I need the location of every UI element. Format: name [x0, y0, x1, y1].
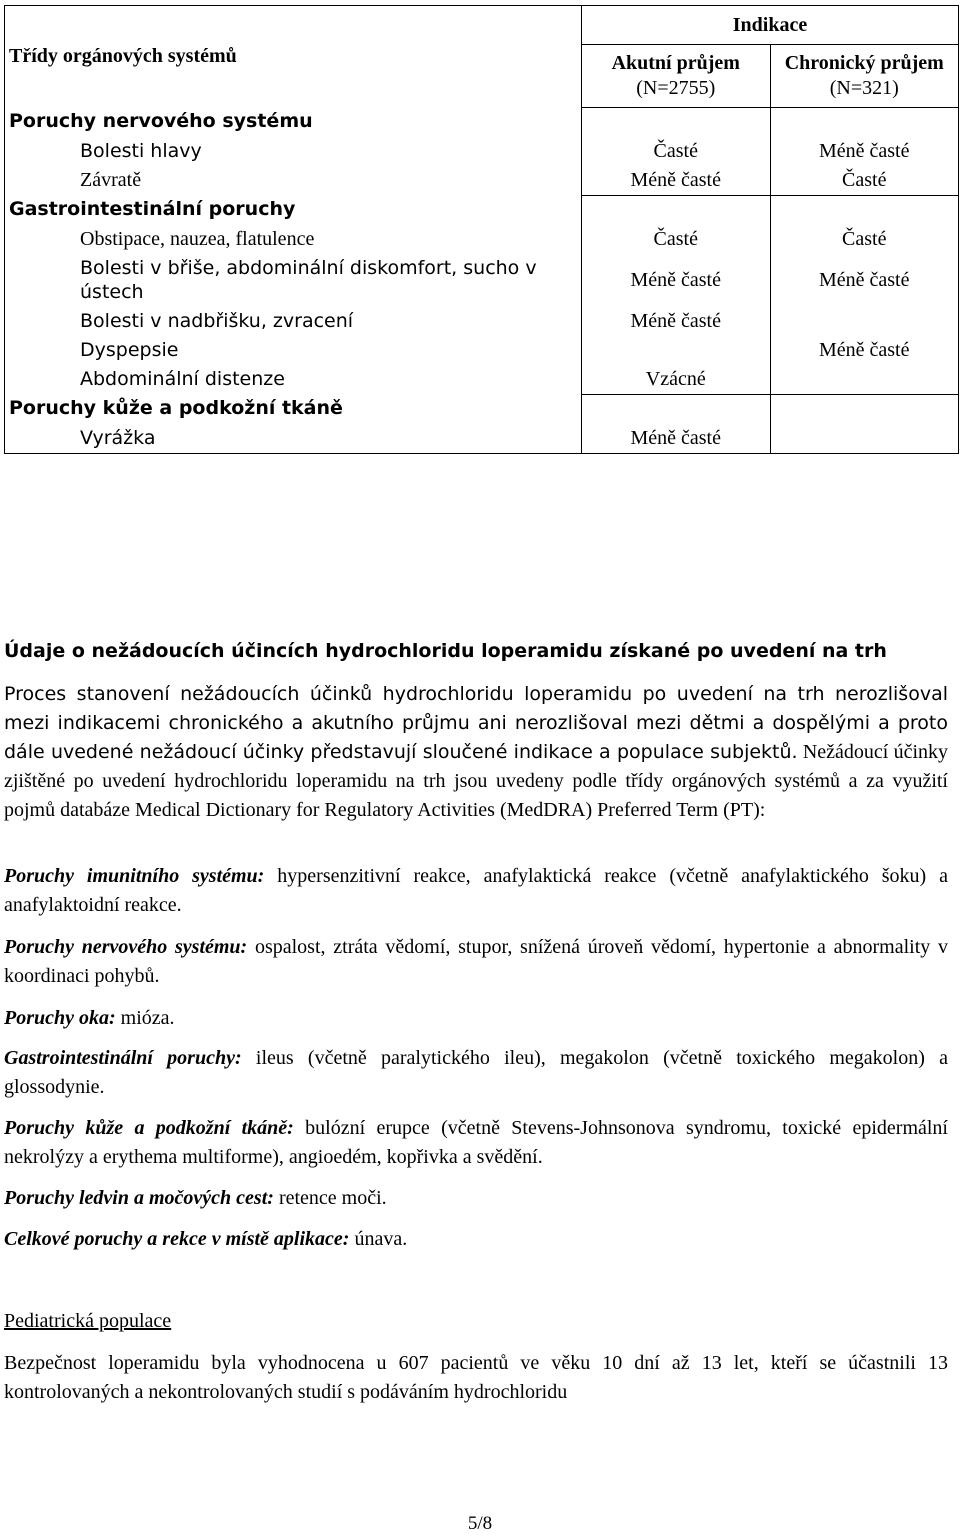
term-cell: Bolesti v nadbřišku, zvracení	[5, 307, 582, 336]
term-cell: Abdominální distenze	[5, 365, 582, 395]
chronic-header: Chronický průjem (N=321)	[770, 45, 959, 108]
acute-frequency-cell: Méně časté	[582, 424, 771, 454]
acute-frequency-cell: Časté	[582, 137, 771, 166]
chronic-frequency-cell	[770, 424, 959, 454]
table-row	[5, 254, 959, 307]
chronic-frequency-cell: Časté	[770, 166, 959, 196]
postmarketing-intro-sans: Proces stanovení nežádoucích účinků hydrochloridu loperamidu po uvedení na trh nerozlišoval mezi indikacemi chronického a akutního průjmu ani nerozlišoval mezi dětmi a dospělými a proto dále uvedené nežádoucí účinky představují sloučené indikace a populace subjektů.	[4, 683, 948, 763]
group-name: Poruchy kůže a podkožní tkáně	[5, 395, 582, 425]
term-cell: Bolesti v břiše, abdominální diskomfort, sucho v ústech	[5, 254, 582, 307]
acute-frequency-cell	[582, 336, 771, 365]
item-text: ospalost, ztráta vědomí, stupor, snížená úroveň vědomí, hypertonie a abnormality v koordinaci pohybů.	[4, 936, 948, 987]
item-label: Celkové poruchy a rekce v místě aplikace:	[4, 1228, 350, 1250]
group-chronic-cell	[770, 196, 959, 226]
group-acute-cell	[582, 108, 771, 138]
acute-frequency-cell: Méně časté	[582, 166, 771, 196]
group-name: Poruchy nervového systému	[5, 108, 582, 138]
item-label: Poruchy oka:	[4, 1007, 116, 1029]
group-acute-cell	[582, 395, 771, 425]
item-label: Poruchy ledvin a močových cest:	[4, 1187, 274, 1209]
chronic-frequency-cell: Méně časté	[770, 254, 959, 307]
item-text: mióza.	[115, 1007, 175, 1029]
acute-frequency-cell: Méně časté	[582, 307, 771, 336]
item-label: Poruchy imunitního systému:	[4, 865, 265, 887]
group-acute-cell	[582, 196, 771, 226]
postmarketing-item	[4, 933, 948, 991]
item-label: Gastrointestinální poruchy:	[4, 1047, 242, 1069]
pediatric-title: Pediatrická populace	[4, 1310, 172, 1332]
chronic-frequency-cell: Méně časté	[770, 137, 959, 166]
term-cell: Bolesti hlavy	[5, 137, 582, 166]
item-text: retence moči.	[273, 1187, 387, 1209]
chronic-frequency-cell: Méně časté	[770, 336, 959, 365]
term-cell: Závratě	[5, 166, 582, 196]
postmarketing-item	[4, 1225, 948, 1254]
table-group-row	[5, 395, 959, 425]
table-row	[5, 137, 959, 166]
adverse-effects-body	[5, 108, 959, 454]
table-group-row	[5, 196, 959, 226]
chronic-frequency-cell	[770, 365, 959, 395]
term-cell: Obstipace, nauzea, flatulence	[5, 225, 582, 254]
item-text: únava.	[349, 1228, 408, 1250]
postmarketing-intro-serif: Nežádoucí účinky zjištěné po uvedení hydrochloridu loperamidu na trh jsou uvedeny podle třídy orgánových systémů a za využití pojmů databáze Medical Dictionary for Regulatory Activities (MedDRA) Preferred Term (PT):	[4, 741, 948, 821]
chronic-frequency-cell: Časté	[770, 225, 959, 254]
item-label: Poruchy nervového systému:	[4, 936, 248, 958]
item-text: bulózní erupce (včetně Stevens-Johnsonova syndromu, toxické epidermální nekrolýzy a erythema multiforme), angioedém, kopřivka a svědění.	[4, 1117, 948, 1168]
group-name: Gastrointestinální poruchy	[5, 196, 582, 226]
table-row	[5, 225, 959, 254]
acute-frequency-cell: Méně časté	[582, 254, 771, 307]
postmarketing-intro	[4, 680, 948, 825]
chronic-frequency-cell	[770, 307, 959, 336]
group-chronic-cell	[770, 108, 959, 138]
term-cell: Dyspepsie	[5, 336, 582, 365]
page-number: 5/8	[467, 1513, 493, 1534]
table-row	[5, 365, 959, 395]
table-row	[5, 424, 959, 454]
group-chronic-cell	[770, 395, 959, 425]
acute-frequency-cell: Vzácné	[582, 365, 771, 395]
item-text: ileus (včetně paralytického ileu), megakolon (včetně toxického megakolon) a glossodynie.	[4, 1047, 948, 1098]
acute-header: Akutní průjem (N=2755)	[582, 45, 771, 108]
item-text: hypersenzitivní reakce, anafylaktická reakce (včetně anafylaktického šoku) a anafylaktoidní reakce.	[4, 865, 949, 916]
postmarketing-item	[4, 1184, 948, 1213]
table-row	[5, 336, 959, 365]
term-cell: Vyrážka	[5, 424, 582, 454]
table-row	[5, 166, 959, 196]
soc-column-header: Třídy orgánových systémů	[5, 6, 582, 108]
acute-frequency-cell: Časté	[582, 225, 771, 254]
indication-header: Indikace	[582, 6, 959, 45]
postmarketing-item	[4, 862, 948, 920]
postmarketing-title: Údaje o nežádoucích účincích hydrochloridu loperamidu získané po uvedení na trh	[4, 640, 887, 662]
table-row	[5, 307, 959, 336]
table-group-row	[5, 108, 959, 138]
postmarketing-item	[4, 1044, 948, 1102]
postmarketing-item	[4, 1004, 948, 1033]
pediatric-text: Bezpečnost loperamidu byla vyhodnocena u 607 pacientů ve věku 10 dní až 13 let, kteří se účastnili 13 kontrolovaných a nekontrolovaných studií s podáváním hydrochloridu	[4, 1352, 948, 1403]
postmarketing-item	[4, 1114, 948, 1172]
item-label: Poruchy kůže a podkožní tkáně:	[4, 1117, 294, 1139]
adverse-effects-table	[4, 5, 959, 454]
